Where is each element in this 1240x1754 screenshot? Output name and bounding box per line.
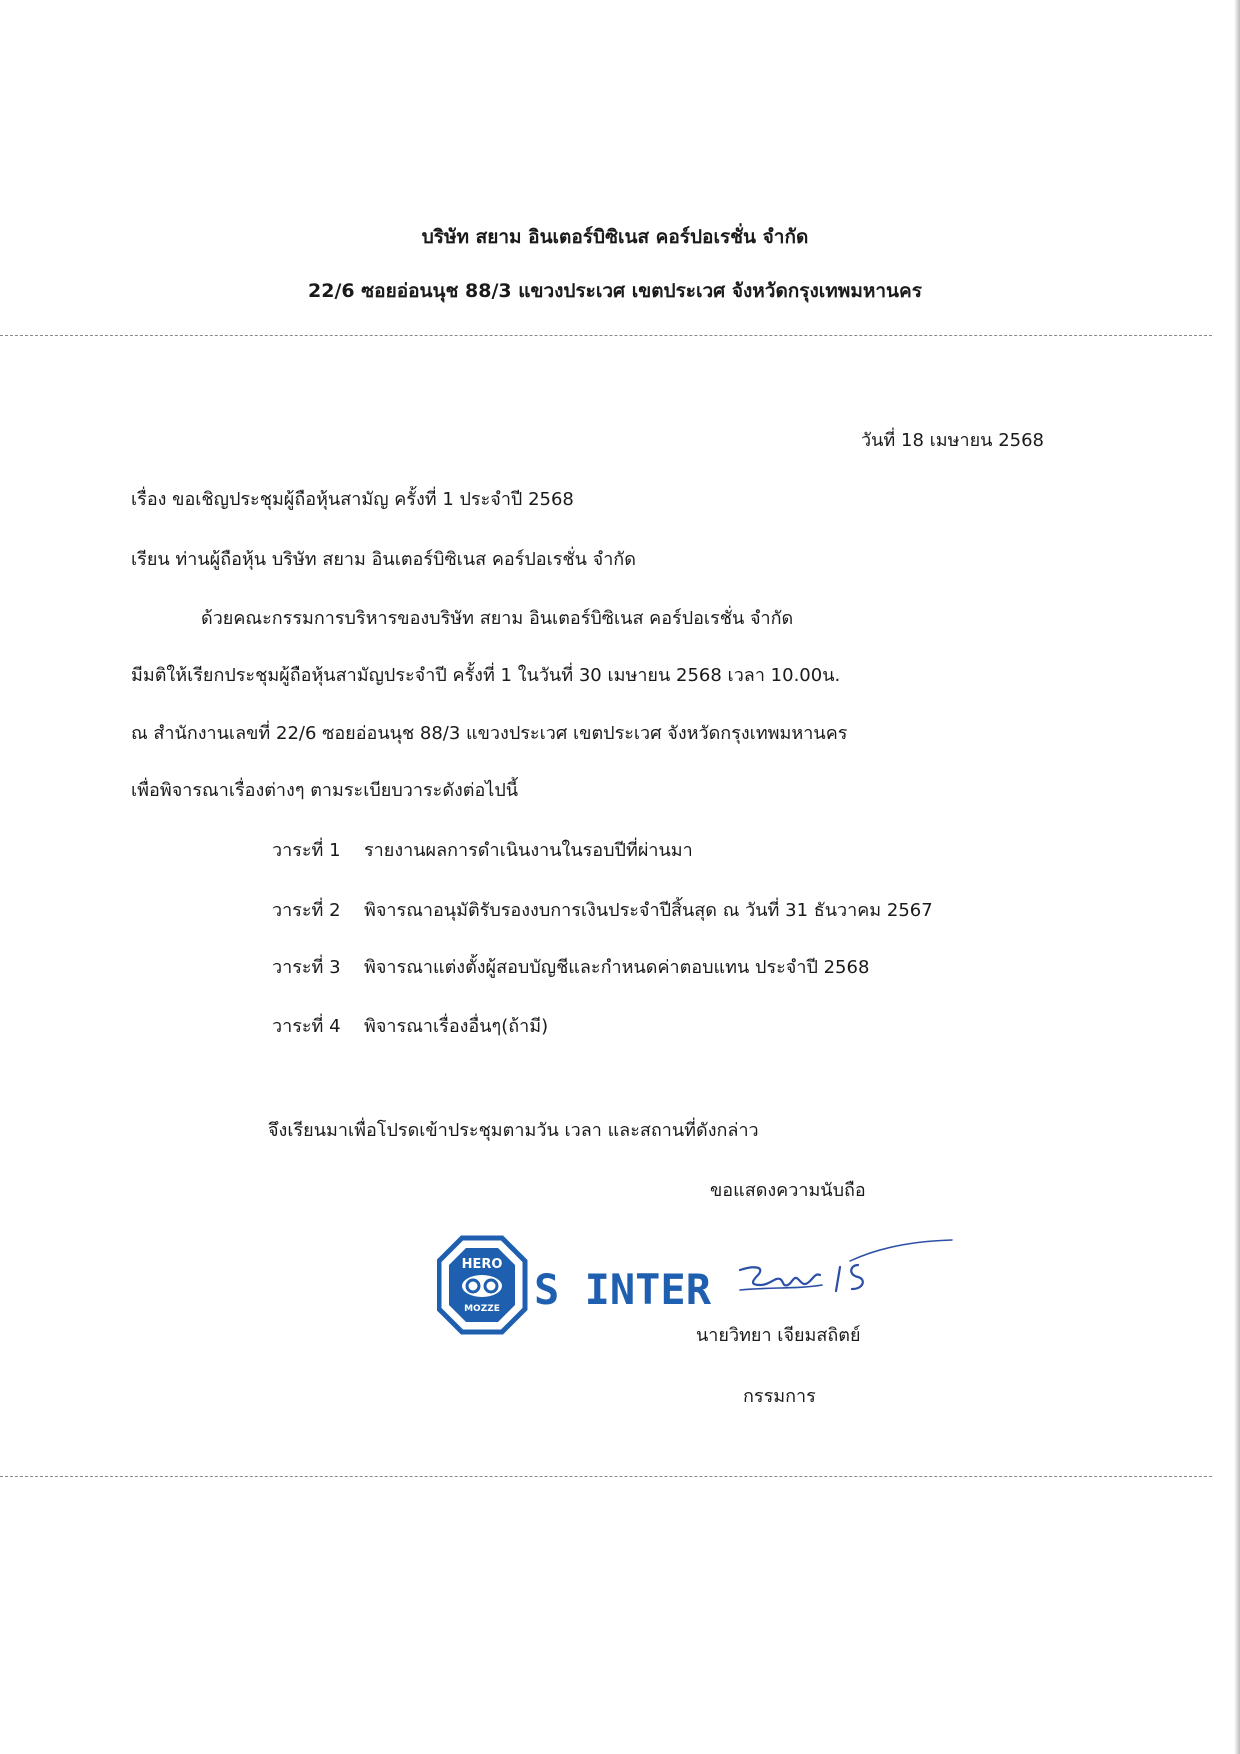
agenda-text: พิจารณาแต่งตั้งผู้สอบบัญชีและกำหนดค่าตอบแทน ประจำปี 2568 <box>364 957 870 978</box>
body-line-2: มีมติให้เรียกประชุมผู้ถือหุ้นสามัญประจำปี ครั้งที่ 1 ในวันที่ 30 เมษายน 2568 เวลา 10.00น. <box>131 665 841 686</box>
agenda-item-4 <box>272 1011 548 1040</box>
regards-line: ขอแสดงความนับถือ <box>710 1180 866 1201</box>
stamp-badge-top: HERO <box>461 1257 503 1272</box>
company-name: บริษัท สยาม อินเตอร์บิซิเนส คอร์ปอเรชั่น จำกัด <box>421 226 809 248</box>
agenda-number: วาระที่ 1 <box>272 840 341 861</box>
letter-salutation: เรียน ท่านผู้ถือหุ้น บริษัท สยาม อินเตอร์บิซิเนส คอร์ปอเรชั่น จำกัด <box>131 549 636 570</box>
stamp-badge-icon <box>439 1238 525 1332</box>
agenda-text: พิจารณาอนุมัติรับรองงบการเงินประจำปีสิ้นสุด ณ วันที่ 31 ธันวาคม 2567 <box>364 900 933 921</box>
letter-subject: เรื่อง ขอเชิญประชุมผู้ถือหุ้นสามัญ ครั้งที่ 1 ประจำปี 2568 <box>131 489 574 510</box>
scan-edge <box>1234 0 1240 1754</box>
body-line-1: ด้วยคณะกรรมการบริหารของบริษัท สยาม อินเตอร์บิซิเนส คอร์ปอเรชั่น จำกัด <box>201 608 794 629</box>
divider-bottom <box>0 1476 1212 1477</box>
agenda-item-1 <box>272 835 693 864</box>
agenda-number: วาระที่ 2 <box>272 900 341 921</box>
agenda-number: วาระที่ 3 <box>272 957 341 978</box>
body-line-3: ณ สำนักงานเลขที่ 22/6 ซอยอ่อนนุช 88/3 แขวงประเวศ เขตประเวศ จังหวัดกรุงเทพมหานคร <box>131 723 848 744</box>
signer-name: นายวิทยา เจียมสถิตย์ <box>696 1325 861 1346</box>
agenda-item-3 <box>272 952 869 981</box>
agenda-text: พิจารณาเรื่องอื่นๆ(ถ้ามี) <box>364 1016 549 1037</box>
agenda-text: รายงานผลการดำเนินงานในรอบปีที่ผ่านมา <box>364 840 693 861</box>
stamp-text: S INTER <box>534 1265 712 1314</box>
agenda-number: วาระที่ 4 <box>272 1016 341 1037</box>
body-line-4: เพื่อพิจารณาเรื่องต่างๆ ตามระเบียบวาระดังต่อไปนี้ <box>131 780 519 801</box>
divider-top <box>0 335 1212 336</box>
company-address: 22/6 ซอยอ่อนนุช 88/3 แขวงประเวศ เขตประเวศ จังหวัดกรุงเทพมหานคร <box>308 280 922 302</box>
handwritten-signature <box>730 1235 960 1305</box>
letter-date: วันที่ 18 เมษายน 2568 <box>861 430 1044 451</box>
closing-line: จึงเรียนมาเพื่อโปรดเข้าประชุมตามวัน เวลา และสถานที่ดังกล่าว <box>268 1120 759 1141</box>
signer-position: กรรมการ <box>743 1386 816 1407</box>
stamp-badge-bottom: MOZZE <box>464 1304 500 1314</box>
agenda-item-2 <box>272 895 933 924</box>
